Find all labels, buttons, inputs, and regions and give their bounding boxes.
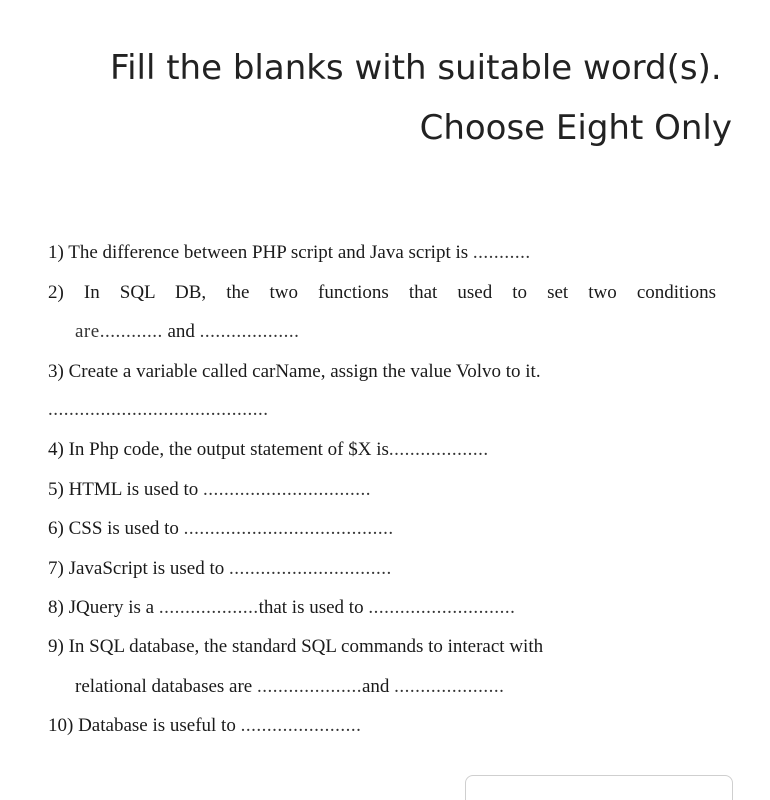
question-8-blank-2: ............................ <box>368 597 516 618</box>
question-4-text: 4) In Php code, the output statement of $X is <box>48 439 389 460</box>
question-5 <box>48 479 371 501</box>
question-10-text: 10) Database is useful to <box>48 715 241 736</box>
question-8 <box>48 597 515 619</box>
question-9-blank-2: ..................... <box>394 676 505 697</box>
question-5-text: 5) HTML is used to <box>48 479 203 500</box>
question-2-blank-1: are............ <box>75 321 163 342</box>
question-2-blank-2: ................... <box>199 321 300 342</box>
question-1 <box>48 242 531 264</box>
question-9-text: relational databases are <box>75 676 257 697</box>
question-3-blank: .......................................... <box>48 399 269 420</box>
question-6-text: 6) CSS is used to <box>48 518 184 539</box>
question-6 <box>48 518 394 540</box>
question-1-text: 1) The difference between PHP script and Java script is <box>48 242 473 263</box>
question-4 <box>48 439 489 461</box>
question-3: 3) Create a variable called carName, assign the value Volvo to it. <box>48 361 541 382</box>
question-6-blank: ........................................ <box>183 518 394 539</box>
question-10-blank: ....................... <box>240 715 362 736</box>
answer-box[interactable] <box>465 775 733 800</box>
question-2-and: and <box>162 321 200 342</box>
question-2-line-1: 2) In SQL DB, the two functions that used to set two conditions <box>48 282 716 303</box>
question-7 <box>48 558 392 580</box>
question-4-blank: ................... <box>388 439 489 460</box>
question-7-text: 7) JavaScript is used to <box>48 558 230 579</box>
question-9-line-1: 9) In SQL database, the standard SQL commands to interact with <box>48 636 544 657</box>
question-8-text-2: that is used to <box>258 597 369 618</box>
question-10 <box>48 715 361 737</box>
choose-eight-subheading: Choose Eight Only <box>419 108 732 148</box>
instruction-heading: Fill the blanks with suitable word(s). <box>110 48 722 88</box>
question-2-line-2 <box>75 321 299 343</box>
question-7-blank: ............................... <box>229 558 392 579</box>
question-9-and: and <box>361 676 395 697</box>
question-9-blank-1: .................... <box>256 676 362 697</box>
question-5-blank: ................................ <box>202 479 371 500</box>
question-9-line-2 <box>75 676 504 698</box>
question-1-blank: ........... <box>472 242 531 263</box>
question-8-blank-1: ................... <box>158 597 259 618</box>
question-8-text: 8) JQuery is a <box>48 597 159 618</box>
